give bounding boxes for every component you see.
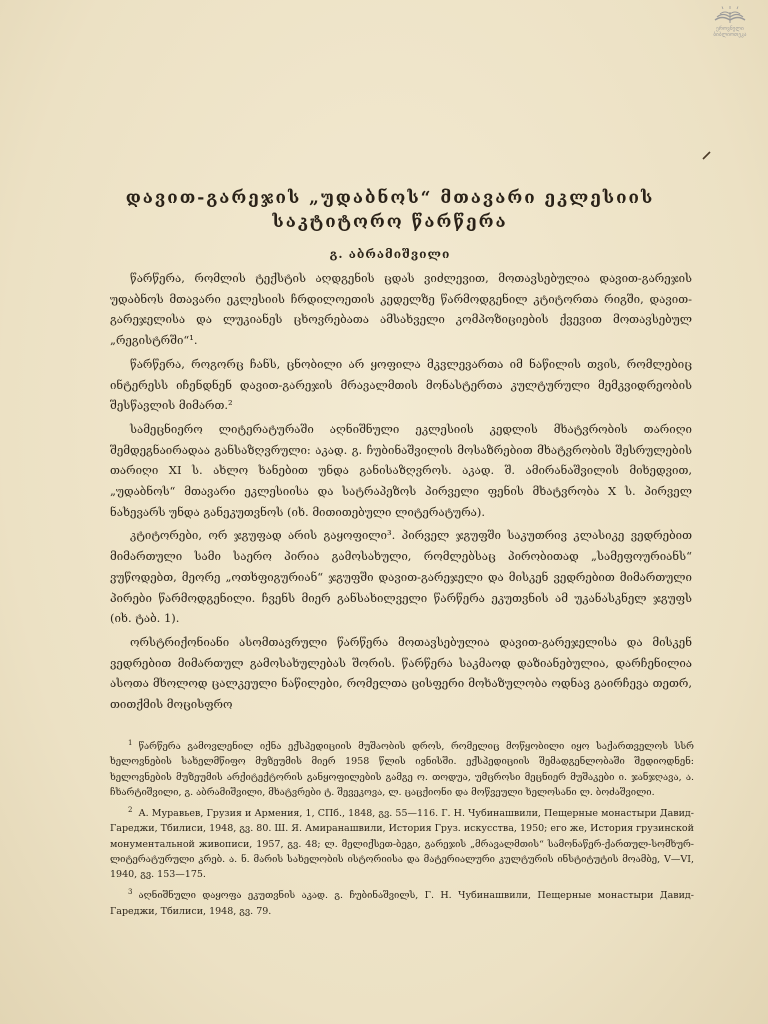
footnote-mark: 2: [128, 805, 133, 814]
footnote-mark: 1: [128, 739, 133, 747]
paragraph: წარწერა, რომლის ტექსტის აღდგენის ცდას ვიძლევით, მოთავსებულია დავით-გარეჯის უდაბნოს მთავარი ეკლესიის ჩრდილოეთის კედელზე წარმოდგენილ კტიტორთა რიგში, დავით-გარეჯელისა და ლუკიანეს ცხოვრებათა ამსახველი კომპოზიციების ქვევით მოთავსებულ „რეგისტრში“¹.: [110, 271, 692, 348]
footnote-text: წარწერა გამოვლენილ იქნა ექსპედიციის მუშაობის დროს, რომელიც მოწყობილი იყო საქართველოს სსრ ხელოვნების სახელმწიფო მუზეუმის მიერ 1958 წლის ივნისში. ექსპედიციის შემადგენლობაში შედიოდნენ: ხელოვნების მუზეუმის არქიტექტორის განყოფილების გამგე ო. თოდუა, უმცროსი მეცნიერ მუშაკები ი. ჯანჯღავა, ა. ჩხარტიშვილი, გ. აბრამიშვილი, მხატვრები ტ. შევეკოვა, ლ. ცაცქიონი და მოწვეული ხელოსანი ლ. ბოძაშვილი.: [110, 741, 694, 798]
article-title: [120, 186, 660, 234]
footnote: [110, 736, 694, 800]
article-author: გ. აბრამიშვილი: [329, 247, 451, 261]
title-line-1: დავით-გარეჯის „უდაბნოს“ მთავარი ეკლესიის: [125, 188, 655, 208]
logo-caption: ეროვნული ბიბლიოთეკა: [713, 26, 747, 38]
footnote-text: А. Муравьев, Грузия и Армения, 1, СПб., 1848, გვ. 55—116. Г. Н. Чубинашвили, Пещерные монастыри Давид-Гареджи, Тбилиси, 1948, გვ. 80. Ш. Я. Амиранашвили, История Груз. искусства, 1950; его же, История грузинской монументальной живописи, 1957, გვ. 48; ლ. მელიქსეთ-ბეგი, გარეჯის „მრავალმთის“ სამონაწერ-ქართულ-სომხურ-ლიტერატურული კრებ. ა. ნ. მარის სახელობის ისტორიისა და მატერიალური კულტურის ინსტიტუტის მოამბე, V—VI, 1940, გვ. 153—175.: [110, 808, 694, 880]
footnote: [110, 885, 694, 919]
pen-mark-icon: [702, 150, 712, 160]
paragraph: ორსტრიქონიანი ასომთავრული წარწერა მოთავსებულია დავით-გარეჯელისა და მისკენ ვედრებით მიმართულ გამოსახულებას შორის. წარწერა საკმაოდ დაზიანებულია, დარჩენილია ასოთა მხოლოდ ცალკეული ნაწილები, რომელთა ცისფერი მოხაზულობა ოდნავ გაირჩევა თეთრ, თითქმის მოცისფრო: [110, 634, 692, 712]
footnote-text: აღნიშნული დაყოფა ეკუთვნის აკად. გ. ჩუბინაშვილს, Г. Н. Чубинашвили, Пещерные монастыри Давид-Гареджи, Тбилиси, 1948, გვ. 79.: [110, 890, 694, 917]
paragraph: წარწერა, როგორც ჩანს, ცნობილი არ ყოფილა მკვლევართა იმ ნაწილის თვის, რომლებიც ინტერესს იჩენდნენ დავით-გარეჯის მრავალმთის მონასტერთა კულტურული მემკვიდრეობის შესწავლის მიმართ.²: [110, 356, 692, 413]
footnote-mark: 3: [128, 888, 133, 897]
article-body: [110, 268, 692, 718]
paragraph: სამეცნიერო ლიტერატურაში აღნიშნული ეკლესიის კედლის მხატვრობის თარიღი შემდეგნაირადაა განსაზღვრული: აკად. გ. ჩუბინაშვილის მოსაზრებით მხატვრობის შესრულების თარიღი XI ს. ახლო ხანებით უნდა განისაზღვროს. აკად. შ. ამირანაშვილის მიხედვით, „უდაბნოს“ მთავარი ეკლესიისა და სატრაპეზოს პირველი ფენის მხატვრობა X ს. პირველ ნახევარს უნდა განეკუთვნოს (იხ. მითითებული ლიტერატურა).: [110, 421, 692, 519]
paragraph: კტიტორები, ორ ჯგუფად არის გაყოფილი³. პირველ ჯგუფში საკუთრივ კლასიკე ვედრებით მიმართული სამი საერო პირია გამოსახული, რომლებსაც პირობითად „სამეფოურიანს“ ვუწოდებთ, მეორე „ოთხფიგურიან“ ჯგუფში დავით-გარეჯელი და მისკენ ვედრებით მიმართული პირები წარმოდგენილი. ჩვენს მიერ განსახილველი წარწერა ეკუთვნის ამ უკანასკნელ ჯგუფს (იხ. ტაბ. 1).: [110, 528, 692, 626]
footnote: [110, 803, 694, 882]
library-logo: [706, 6, 754, 38]
title-line-2: საკტიტორო წარწერა: [272, 212, 508, 232]
book-logo-icon: [713, 6, 747, 26]
footnotes: [110, 736, 694, 922]
